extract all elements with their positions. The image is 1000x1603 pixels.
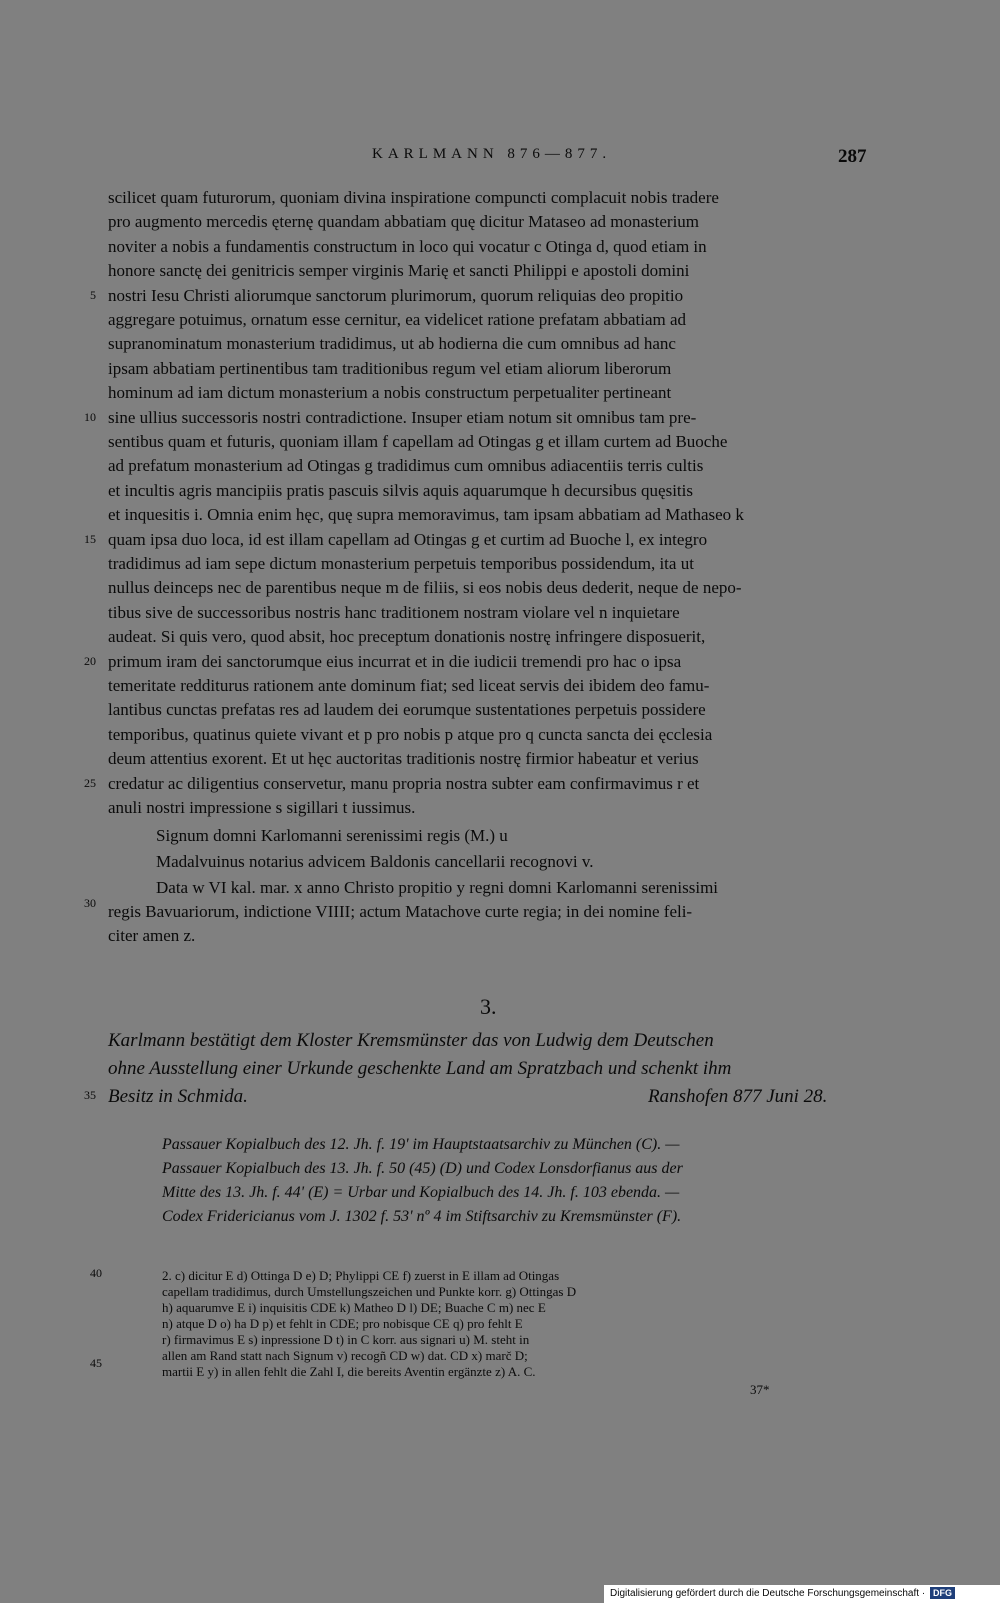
source-line-1: Passauer Kopialbuch des 12. Jh. f. 19' im Hauptstaatsarchiv zu München (C). — xyxy=(162,1136,680,1153)
line-number: 35 xyxy=(84,1088,96,1102)
footnote-5: r) firmavimus E s) inpressione D t) in C korr. aus signari u) M. steht in xyxy=(162,1332,530,1347)
footer-text: Digitalisierung gefördert durch die Deutsche Forschungsgemeinschaft · xyxy=(610,1588,926,1599)
dating-line-3: citer amen z. xyxy=(108,926,196,945)
body-line: temeritate redditurus rationem ante dominum fiat; sed liceat servis dei ibidem deo famu- xyxy=(108,676,710,695)
line-number: 40 xyxy=(90,1266,102,1280)
recognition-line: Madalvuinus notarius advicem Baldonis cancellarii recognovi v. xyxy=(156,852,594,871)
source-line-2: Passauer Kopialbuch des 13. Jh. f. 50 (45) (D) und Codex Lonsdorfianus aus der xyxy=(162,1160,683,1177)
footer-bar[interactable] xyxy=(604,1585,1000,1603)
body-line: quam ipsa duo loca, id est illam capellam ad Otingas g et curtim ad Buoche l, ex integro xyxy=(108,529,708,549)
body-line: supranominatum monasterium tradidimus, ut ab hodierna die cum omnibus ad hanc xyxy=(108,334,676,354)
summary-line-2: ohne Ausstellung einer Urkunde geschenkte Land am Spratzbach und schenkt ihm xyxy=(108,1058,732,1079)
body-line: tradidimus ad iam sepe dictum monasterium perpetuis temporibus possidendum, ita ut xyxy=(108,554,694,573)
dfg-logo-icon: DFG xyxy=(930,1587,955,1599)
place-date: Ranshofen 877 Juni 28. xyxy=(648,1086,828,1107)
footnote-6: allen am Rand statt nach Signum v) recogñ CD w) dat. CD x) marč D; xyxy=(162,1348,528,1363)
body-line: credatur ac diligentius conservetur, manu propria nostra subter eam confirmavimus r et xyxy=(108,773,700,793)
body-line: et incultis agris mancipiis pratis pascuis silvis aquis aquarumque h decursibus quęsitis xyxy=(108,480,693,500)
body-line: lantibus cunctas prefatas res ad laudem dei eorumque sustentationes perpetuis possidere xyxy=(108,700,706,720)
body-line: nostri Iesu Christi aliorumque sanctorum plurimorum, quorum reliquias deo propitio xyxy=(108,285,684,305)
footnote-4: n) atque D o) ha D p) et fehlt in CDE; pro nobisque CE q) pro fehlt E xyxy=(162,1316,523,1331)
body-line: noviter a nobis a fundamentis constructum in loco qui vocatur c Otinga d, quod etiam in xyxy=(108,236,707,256)
running-header: KARLMANN 876—877. xyxy=(372,146,612,162)
body-line: hominum ad iam dictum monasterium a nobis constructum perpetualiter pertineant xyxy=(108,383,672,403)
footnote-1: 2. c) dicitur E d) Ottinga D e) D; Phylippi CE f) zuerst in E illam ad Otingas xyxy=(162,1268,560,1283)
body-line: deum attentius exorent. Et ut hęc auctoritas traditionis nostrę firmior habeatur et verius xyxy=(108,749,699,769)
body-line: nullus deinceps nec de parentibus neque m de filiis, si eos nobis deus dederit, neque de nepo- xyxy=(108,578,742,598)
page-number: 287 xyxy=(838,146,867,167)
body-line: et inquesitis i. Omnia enim hęc, quę supra memoravimus, tam ipsam abbatiam ad Mathaseo k xyxy=(108,505,744,525)
signature-mark: 37* xyxy=(750,1382,770,1397)
body-line: tibus sive de successoribus nostris hanc traditionem nostram violare vel n inquietare xyxy=(108,602,680,622)
body-line: primum iram dei sanctorumque eius incurrat et in die iudicii tremendi pro hac o ipsa xyxy=(108,651,682,671)
line-number: 20 xyxy=(84,654,96,668)
body-line: scilicet quam futurorum, quoniam divina inspiratione compuncti complacuit nobis tradere xyxy=(108,188,719,207)
body-line: ad prefatum monasterium ad Otingas g tradidimus cum omnibus adiacentiis terris cultis xyxy=(108,456,704,476)
line-number: 10 xyxy=(84,410,96,424)
line-number: 45 xyxy=(90,1356,102,1370)
summary-line-1: Karlmann bestätigt dem Kloster Kremsmünster das von Ludwig dem Deutschen xyxy=(108,1030,714,1051)
body-line: aggregare potuimus, ornatum esse cernitur, ea videlicet ratione prefatam abbatiam ad xyxy=(108,310,687,329)
line-number: 25 xyxy=(84,776,96,790)
body-line: anuli nostri impressione s sigillari t iussimus. xyxy=(108,798,416,817)
source-line-3: Mitte des 13. Jh. f. 44' (E) = Urbar und Kopialbuch des 14. Jh. f. 103 ebenda. — xyxy=(162,1184,680,1201)
line-number: 15 xyxy=(84,532,96,546)
body-line: audeat. Si quis vero, quod absit, hoc preceptum donationis nostrę infringere disposuerit, xyxy=(108,627,706,647)
source-line-4: Codex Fridericianus vom J. 1302 f. 53' nº 4 im Stiftsarchiv zu Kremsmünster (F). xyxy=(162,1208,682,1225)
section-number: 3. xyxy=(480,994,497,1019)
summary-line-3: Besitz in Schmida. xyxy=(108,1086,248,1107)
footnote-2: capellam tradidimus, durch Umstellungszeichen und Punkte korr. g) Ottingas D xyxy=(162,1284,577,1299)
dating-line-2: regis Bavuariorum, indictione VIIII; actum Matachove curte regia; in dei nomine feli- xyxy=(108,902,693,921)
footnote-3: h) aquarumve E i) inquisitis CDE k) Matheo D l) DE; Buache C m) nec E xyxy=(162,1300,546,1315)
body-line: sentibus quam et futuris, quoniam illam f capellam ad Otingas g et illam curtem ad Buoche xyxy=(108,432,728,451)
body-line: honore sanctę dei genitricis semper virginis Marię et sancti Philippi e apostoli domini xyxy=(108,261,690,281)
line-number: 30 xyxy=(84,896,96,910)
signum-line: Signum domni Karlomanni serenissimi regis (M.) u xyxy=(156,826,508,845)
body-line: temporibus, quatinus quiete vivant et p pro nobis p atque pro q cuncta sancta dei ęcclesia xyxy=(108,724,713,744)
body-line: pro augmento mercedis ęternę quandam abbatiam quę dicitur Mataseo ad monasterium xyxy=(108,212,700,232)
body-line: ipsam abbatiam pertinentibus tam traditionibus regum vel etiam aliorum liberorum xyxy=(108,358,672,378)
dating-line-1: Data w VI kal. mar. x anno Christo propitio y regni domni Karlomanni serenissimi xyxy=(156,878,719,897)
line-number: 5 xyxy=(90,288,96,302)
body-line: sine ullius successoris nostri contradictione. Insuper etiam notum sit omnibus tam pre- xyxy=(108,407,697,427)
footnote-7: martii E y) in allen fehlt die Zahl I, die bereits Aventin ergänzte z) A. C. xyxy=(162,1364,536,1379)
